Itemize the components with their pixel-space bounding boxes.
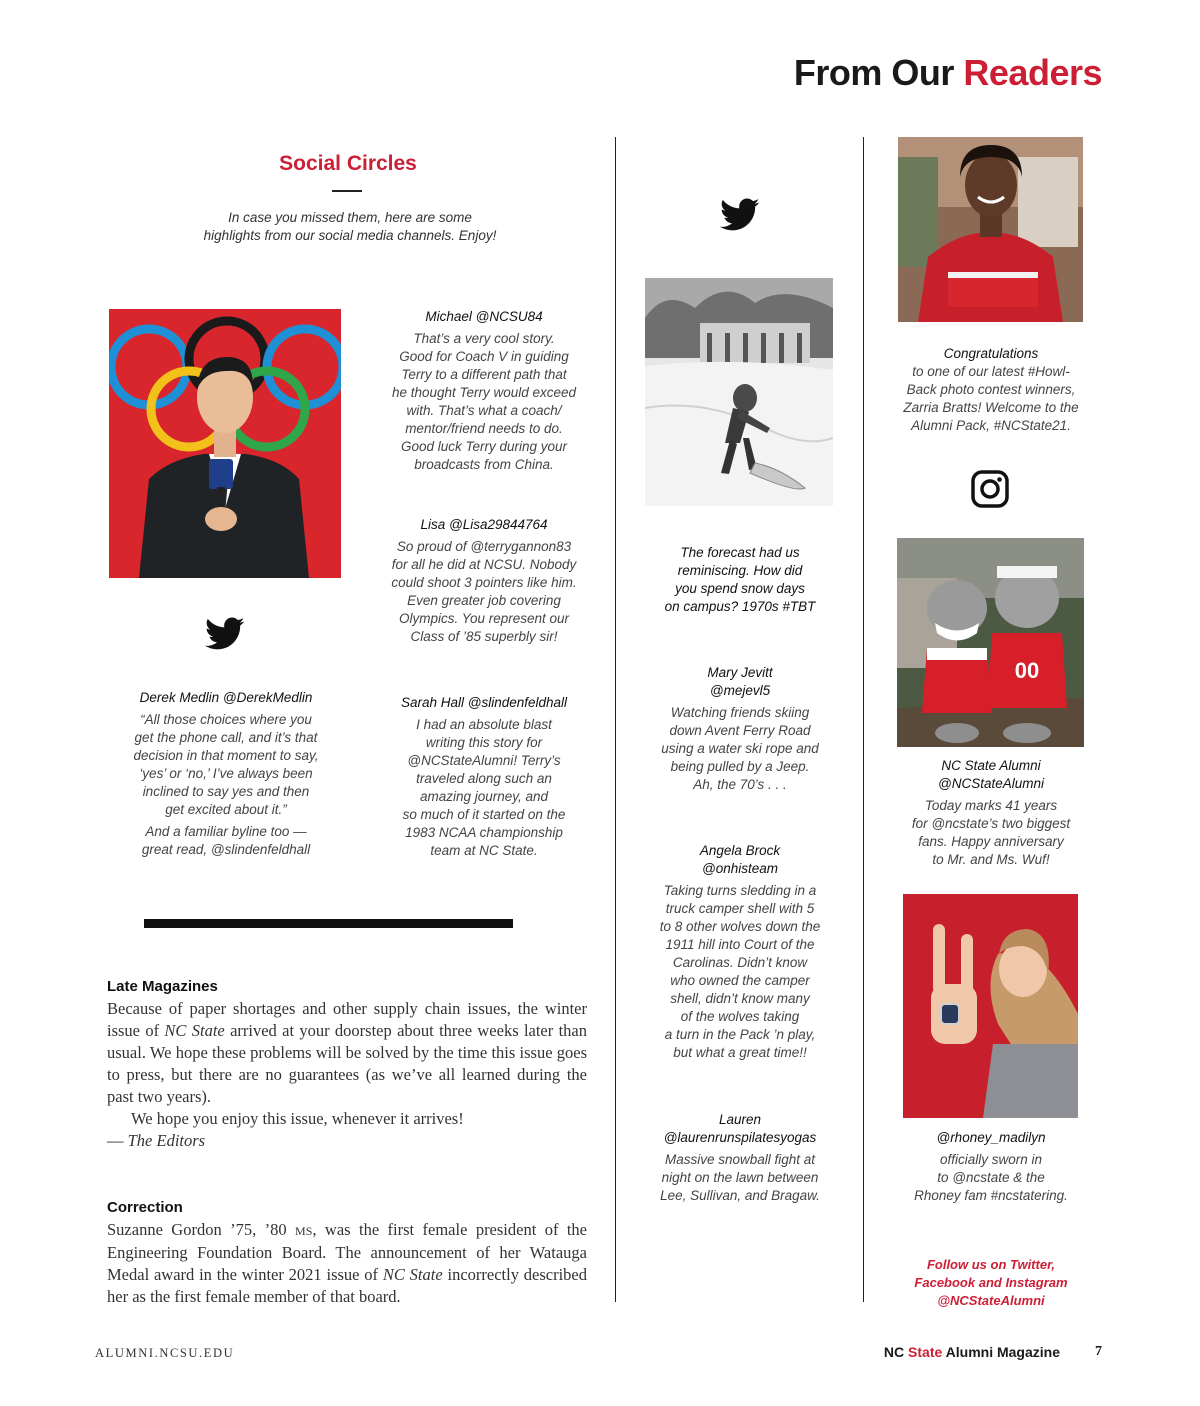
footer-text: Alumni Magazine bbox=[942, 1344, 1060, 1360]
footer-magazine-name bbox=[884, 1344, 1060, 1360]
post-line: to one of our latest #Howl- bbox=[912, 364, 1070, 379]
post-line: Good for Coach V in guiding bbox=[399, 349, 569, 364]
footer-url[interactable]: ALUMNI.NCSU.EDU bbox=[95, 1346, 235, 1360]
column-divider-1 bbox=[615, 137, 616, 1302]
late-magazines-body bbox=[107, 998, 587, 1152]
post-line: get the phone call, and it’s that bbox=[134, 730, 318, 745]
post-line: fans. Happy anniversary bbox=[918, 834, 1064, 849]
follow-line: Facebook and Instagram bbox=[914, 1275, 1068, 1290]
post-author: Michael @NCSU84 bbox=[425, 309, 543, 324]
post-handle: @mejevl5 bbox=[709, 683, 771, 698]
post-line: shell, didn’t know many bbox=[670, 991, 810, 1006]
title-divider bbox=[332, 190, 362, 192]
post-line: being pulled by a Jeep. bbox=[670, 759, 810, 774]
post-line: night on the lawn between bbox=[661, 1170, 819, 1185]
post-line: to Mr. and Ms. Wuf! bbox=[932, 852, 1050, 867]
page-title bbox=[794, 52, 1102, 94]
post-line: So proud of @terrygannon83 bbox=[396, 539, 572, 554]
column-divider-2 bbox=[863, 137, 864, 1302]
correction-heading: Correction bbox=[107, 1199, 183, 1216]
post-lauren bbox=[630, 1111, 850, 1205]
late-paragraph-1 bbox=[107, 998, 587, 1108]
post-line: ‘yes’ or ‘no,’ I’ve always been bbox=[139, 766, 313, 781]
social-circles-title: Social Circles bbox=[279, 152, 417, 175]
post-line: using a water ski rope and bbox=[661, 741, 819, 756]
post-author: Derek Medlin @DerekMedlin bbox=[139, 690, 313, 705]
footer-text-red: State bbox=[908, 1344, 943, 1360]
post-body bbox=[110, 711, 342, 819]
post-line: for @ncstate’s two biggest bbox=[911, 816, 1071, 831]
magazine-name: NC State bbox=[382, 1265, 443, 1284]
follow-handle-link[interactable]: @NCStateAlumni bbox=[937, 1293, 1045, 1308]
magazine-name: NC State bbox=[164, 1021, 225, 1040]
post-line: great read, @slindenfeldhall bbox=[141, 842, 311, 857]
post-handle: @NCStateAlumni bbox=[938, 776, 1044, 791]
post-line: Carolinas. Didn’t know bbox=[672, 955, 808, 970]
post-line: he thought Terry would exceed bbox=[391, 385, 577, 400]
post-line: Ah, the 70’s . . . bbox=[693, 777, 787, 792]
post-author: Congratulations bbox=[943, 346, 1039, 361]
post-line: inclined to say yes and then bbox=[142, 784, 310, 799]
post-body bbox=[378, 330, 590, 474]
post-angela bbox=[640, 842, 840, 1062]
post-line: And a familiar byline too — bbox=[145, 824, 307, 839]
post-line: down Avent Ferry Road bbox=[669, 723, 811, 738]
post-line: traveled along such an bbox=[416, 771, 552, 786]
text-run: Suzanne Gordon ’75, ’80 bbox=[107, 1220, 296, 1239]
post-line: @NCStateAlumni! Terry’s bbox=[407, 753, 561, 768]
text-run: arrived at your doorstep about three weeks later than usual. We hope these problems will be solved by the time this issue goes to press, but there are no guarantees (as we’ve all learned during the past two years). bbox=[107, 1021, 587, 1106]
post-author: NC State Alumni bbox=[941, 758, 1041, 773]
twitter-icon bbox=[205, 616, 245, 652]
post-line: Massive snowball fight at bbox=[664, 1152, 816, 1167]
post-line: 1911 hill into Court of the bbox=[665, 937, 815, 952]
text-run: incorrectly described her as the first female member of that board. bbox=[107, 1265, 587, 1306]
instagram-icon bbox=[971, 470, 1009, 508]
post-line: to @ncstate & the bbox=[937, 1170, 1045, 1185]
post-line: Lee, Sullivan, and Bragaw. bbox=[660, 1188, 820, 1203]
post-body bbox=[640, 704, 840, 794]
text-run: Because of paper shortages and other supply chain issues, the winter issue of bbox=[107, 999, 587, 1040]
post-line: Taking turns sledding in a bbox=[663, 883, 817, 898]
post-line: mentor/friend needs to do. bbox=[405, 421, 563, 436]
forecast-caption bbox=[640, 544, 840, 616]
signature: The Editors bbox=[127, 1131, 206, 1150]
post-line: amazing journey, and bbox=[419, 789, 549, 804]
post-line: get excited about it.” bbox=[165, 802, 287, 817]
degree-abbrev: MS bbox=[295, 1224, 313, 1238]
post-body bbox=[886, 1151, 1096, 1205]
post-body bbox=[372, 538, 596, 646]
post-line: Zarria Bratts! Welcome to the bbox=[903, 400, 1079, 415]
post-body bbox=[640, 882, 840, 1062]
twitter-icon bbox=[720, 197, 760, 233]
post-mary bbox=[640, 664, 840, 794]
post-congrats bbox=[886, 345, 1096, 435]
post-author: Mary Jevitt bbox=[707, 665, 773, 680]
footer-text: NC bbox=[883, 1344, 909, 1360]
late-paragraph-2: We hope you enjoy this issue, whenever it arrives! bbox=[131, 1109, 464, 1128]
post-line: but what a great time!! bbox=[673, 1045, 807, 1060]
post-line: Even greater job covering bbox=[407, 593, 561, 608]
post-author: Lauren bbox=[718, 1112, 762, 1127]
post-line: could shoot 3 pointers like him. bbox=[391, 575, 577, 590]
post-line: for all he did at NCSU. Nobody bbox=[391, 557, 577, 572]
class-ring-photo bbox=[903, 894, 1078, 1118]
correction-body bbox=[107, 1219, 587, 1308]
post-line: with. That’s what a coach/ bbox=[406, 403, 562, 418]
post-line: officially sworn in bbox=[939, 1152, 1043, 1167]
post-derek bbox=[110, 689, 342, 859]
post-line: so much of it started on the bbox=[402, 807, 566, 822]
post-body bbox=[886, 797, 1096, 869]
post-line: Olympics. You represent our bbox=[398, 611, 570, 626]
caption-line: reminiscing. How did bbox=[677, 563, 803, 578]
graduate-photo bbox=[898, 137, 1083, 322]
post-line: decision in that moment to say, bbox=[133, 748, 319, 763]
follow-us-callout bbox=[886, 1256, 1096, 1310]
caption-line: on campus? 1970s #TBT bbox=[664, 599, 816, 614]
section-divider-bar bbox=[144, 919, 513, 928]
page-title-part1: From Our bbox=[793, 52, 964, 93]
svg-text:00: 00 bbox=[1014, 658, 1040, 683]
post-reply bbox=[110, 823, 342, 859]
post-author: Lisa @Lisa29844764 bbox=[420, 517, 548, 532]
post-line: who owned the camper bbox=[670, 973, 810, 988]
post-line: Class of ’85 superbly sir! bbox=[410, 629, 558, 644]
post-line: team at NC State. bbox=[430, 843, 538, 858]
caption-line: The forecast had us bbox=[680, 545, 800, 560]
snow-day-photo bbox=[645, 278, 833, 506]
post-rhoney bbox=[886, 1129, 1096, 1205]
post-line: I had an absolute blast bbox=[416, 717, 552, 732]
post-handle: @onhisteam bbox=[702, 861, 778, 876]
post-line: Rhoney fam #ncstatering. bbox=[914, 1188, 1068, 1203]
page-title-part2: Readers bbox=[963, 52, 1102, 93]
post-line: truck camper shell with 5 bbox=[665, 901, 815, 916]
post-line: a turn in the Pack ’n play, bbox=[664, 1027, 816, 1042]
post-handle: @laurenrunspilatesyogas bbox=[663, 1130, 817, 1145]
post-line: “All those choices where you bbox=[140, 712, 312, 727]
post-ncstate-alumni bbox=[886, 757, 1096, 869]
caption-line: you spend snow days bbox=[675, 581, 805, 596]
wuf-mascots-photo bbox=[897, 538, 1084, 747]
late-magazines-heading: Late Magazines bbox=[107, 978, 218, 995]
post-line: 1983 NCAA championship bbox=[405, 825, 563, 840]
broadcaster-illustration bbox=[109, 309, 341, 578]
social-intro-line: In case you missed them, here are some bbox=[228, 210, 472, 225]
post-sarah bbox=[378, 694, 590, 860]
post-line: That’s a very cool story. bbox=[413, 331, 555, 346]
social-intro-line: highlights from our social media channels. Enjoy! bbox=[203, 228, 497, 243]
post-line: Alumni Pack, #NCState21. bbox=[911, 418, 1071, 433]
post-line: Terry to a different path that bbox=[401, 367, 567, 382]
follow-line: Follow us on Twitter, bbox=[926, 1257, 1056, 1272]
post-line: writing this story for bbox=[425, 735, 543, 750]
post-body bbox=[378, 716, 590, 860]
post-line: broadcasts from China. bbox=[414, 457, 554, 472]
text-run: — bbox=[107, 1131, 128, 1150]
correction-paragraph bbox=[107, 1219, 587, 1308]
post-line: Back photo contest winners, bbox=[906, 382, 1076, 397]
post-line: Watching friends skiing bbox=[670, 705, 810, 720]
post-line: to 8 other wolves down the bbox=[659, 919, 821, 934]
post-author: Angela Brock bbox=[699, 843, 781, 858]
post-line: of the wolves taking bbox=[680, 1009, 800, 1024]
text-run: , was the first female president of the Engineering Foundation Board. The announcement of her Watauga Medal award in the winter 2021 issue of bbox=[107, 1220, 588, 1284]
post-line: Good luck Terry during your bbox=[400, 439, 568, 454]
post-michael bbox=[378, 308, 590, 474]
post-body bbox=[886, 363, 1096, 435]
post-author: Sarah Hall @slindenfeldhall bbox=[400, 695, 568, 710]
post-lisa bbox=[372, 516, 596, 646]
post-line: Today marks 41 years bbox=[924, 798, 1058, 813]
page-number: 7 bbox=[1095, 1344, 1102, 1359]
editors-signature bbox=[107, 1130, 587, 1152]
post-author: @rhoney_madilyn bbox=[936, 1130, 1046, 1145]
social-intro bbox=[170, 209, 530, 245]
post-body bbox=[630, 1151, 850, 1205]
